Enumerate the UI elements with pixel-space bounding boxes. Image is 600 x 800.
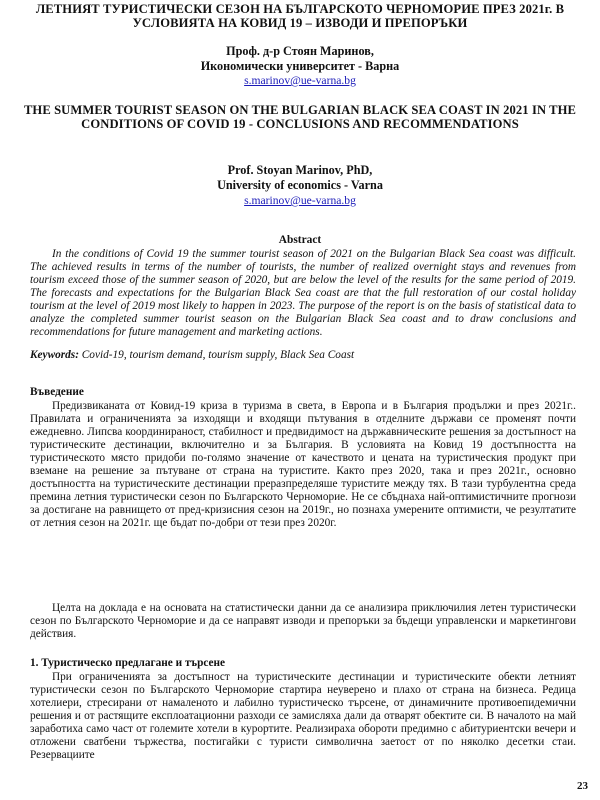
intro-paragraph-1: Предизвиканата от Ковид-19 криза в туризма в света, в Европа и в България продължи и през 2021г.. Правилата и ограниченията за изходящи и входящи пътувания в отделните държави се променят почти ежедневно. Липсва координираност, стабилност и предвидимост на държавническите решения за достъпност на туристическите дестинации, включително и за България. В условията на Ковид 19 достъпността на туристическото място придоби по-голямо значение от качеството и цената на туристическия продукт при вземане на решение за пътуване от страна на туристите. Както през 2020, така и през 2021г., основно достъпността на туристическите дестинации преразпределяше туристите между тях. В тази турбулентна среда премина летния туристически сезон по Българското Черноморие. Не се сбъднаха най-оптимистичните прогнози за достигане на равнището от пред-кризисния сезон на 2019г., но познаха умерените оптимисти, че резултатите от летния сезон на 2021г. ще бъдат по-добри от тези през 2020г. <box>30 400 576 530</box>
abstract-text: In the conditions of Covid 19 the summer tourist season of 2021 on the Bulgarian Black Sea coast was difficult. The achieved results in terms of the number of tourists, the number of realized overnight stays and revenues from tourism exceed those of the summer season of 2020, but are below the level of the results for the same period of 2019. The forecasts and expectations for the Bulgarian Black Sea coast are that the full restoration of our costal holiday tourism at the level of 2019 most likely to happen in 2023. The purpose of the report is on the basis of statistical data to analyze the completed summer tourist season on the Bulgarian Black Sea coast and to draw conclusions and recommendations for future management and marketing actions. <box>30 248 576 339</box>
title-bulgarian: ЛЕТНИЯТ ТУРИСТИЧЕСКИ СЕЗОН НА БЪЛГАРСКОТО ЧЕРНОМОРИЕ ПРЕЗ 2021г. В УСЛОВИЯТА НА КОВИД 19 – ИЗВОДИ И ПРЕПОРЪКИ <box>35 2 565 30</box>
author-affiliation-en: University of economics - Varna <box>217 178 383 192</box>
author-name-bg: Проф. д-р Стоян Маринов, <box>226 44 374 58</box>
section-1-heading: 1. Туристическо предлагане и търсене <box>30 657 226 669</box>
intro-paragraph-2: Целта на доклада е на основата на статистически данни да се анализира приключилия летен туристически сезон по Българското Черноморие и да се направят изводи и препоръки за бъдещи управленски и маркетингови действия. <box>30 602 576 641</box>
keywords-text: Covid-19, tourism demand, tourism supply, Black Sea Coast <box>78 349 355 361</box>
author-email-bg[interactable]: s.marinov@ue-varna.bg <box>244 74 356 87</box>
keywords-line <box>30 349 576 361</box>
abstract-heading: Abstract <box>278 234 322 246</box>
page-number: 23 <box>577 780 588 792</box>
author-email-en[interactable]: s.marinov@ue-varna.bg <box>244 194 356 207</box>
section-1-paragraph-1: При ограниченията за достъпност на туристическите дестинации и туристическите обекти летният туристически сезон по Българското Черноморие стартира неуверено и плахо от страна на бизнеса. Редица хотелиери, стресирани от намаленото и лабилно туристическо търсене, от динамичните противоепидемични решения и от растящите експлоатационни разходи се замисляха дали да отварят обектите си. В началото на май заработиха само част от големите хотели в курортите. Реализираха обороти предимно с абитуриентски вечери и отложени сватбени тържества, постигайки с туристи символична заетост от по няколко десетки стаи. Резервациите <box>30 671 576 762</box>
title-english: THE SUMMER TOURIST SEASON ON THE BULGARIAN BLACK SEA COAST IN 2021 IN THE CONDITIONS OF COVID 19 - CONCLUSIONS AND RECOMMENDATIONS <box>23 103 577 131</box>
intro-heading: Въведение <box>30 386 84 398</box>
keywords-label: Keywords: <box>30 349 79 361</box>
author-name-en: Prof. Stoyan Marinov, PhD, <box>227 163 373 177</box>
author-affiliation-bg: Икономически университет - Варна <box>200 59 400 73</box>
